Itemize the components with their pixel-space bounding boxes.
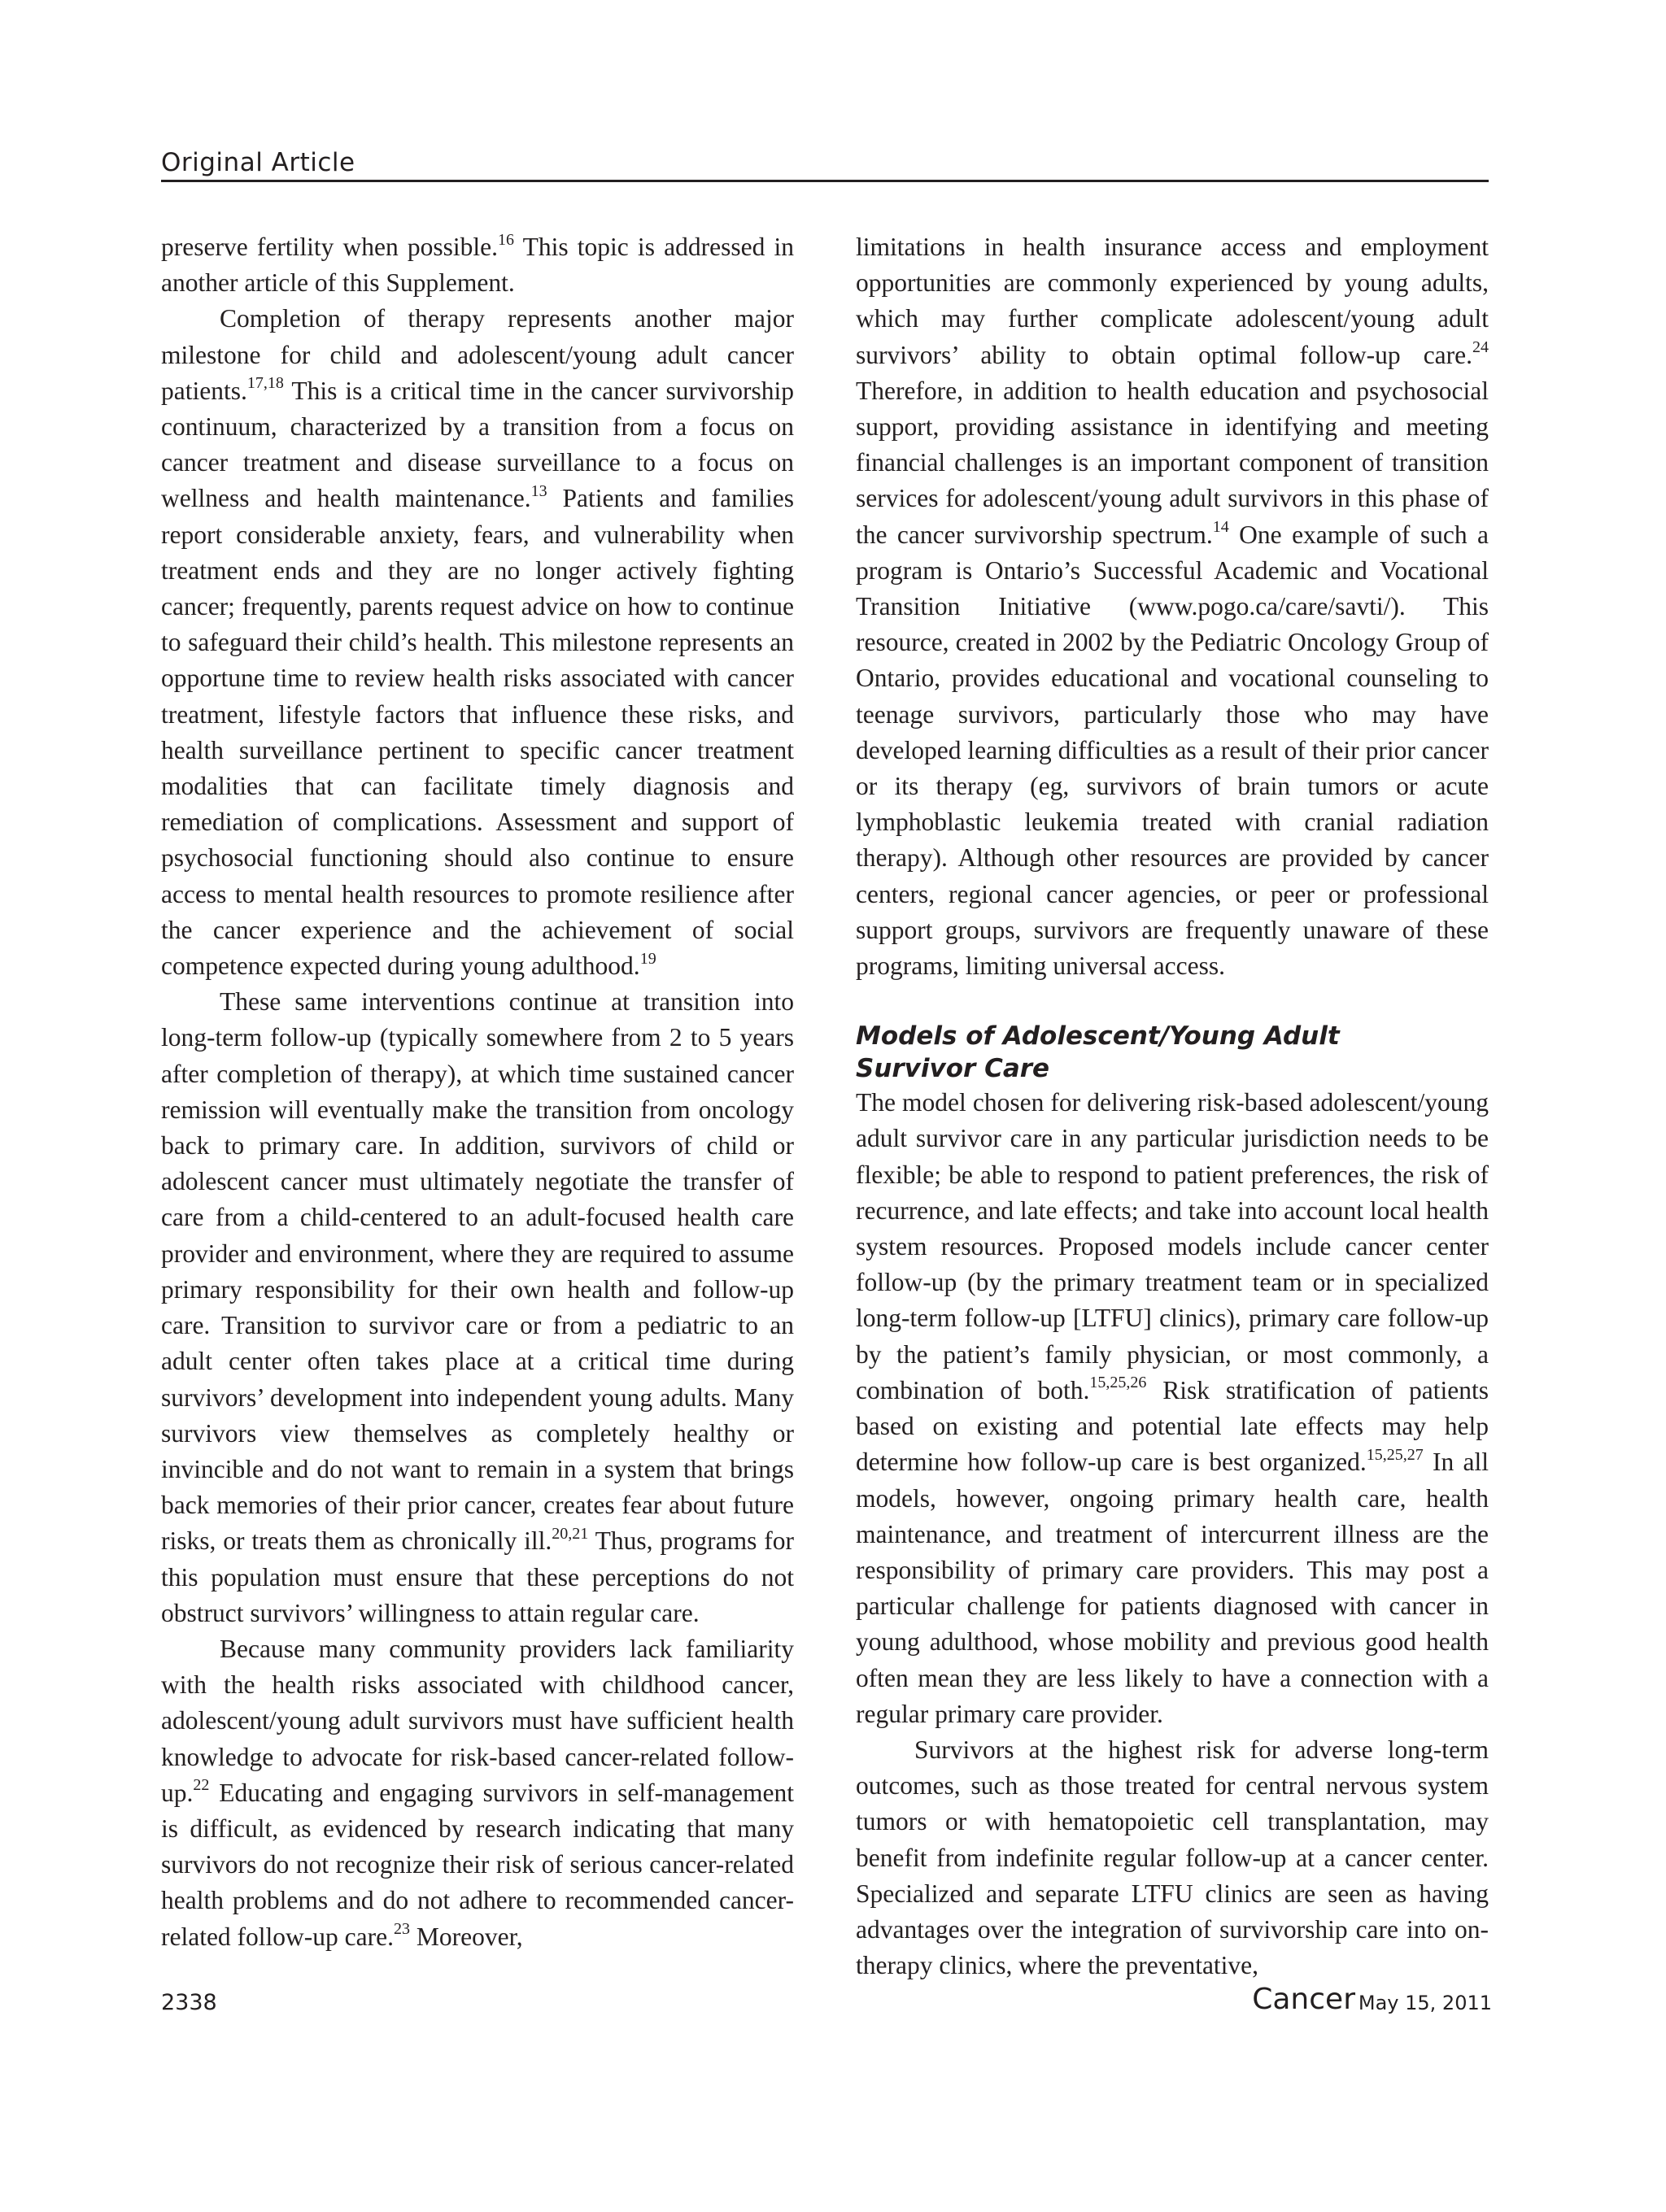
right-column (856, 229, 1489, 1983)
citation-ref[interactable]: 23 (393, 1920, 410, 1939)
issue-date: May 15, 2011 (1358, 1992, 1492, 2014)
paragraph: Because many community providers lack familiarity with the health risks associated with childhood cancer, adolescent/young adult survivors must have sufficient health knowledge to advocate for risk-based cancer-related follow-up.$^{22}$ Educating and engaging survivors in self-management is difficult, as evidenced by research indicating that many survivors do not recognize their risk of serious cancer-related health problems and do not adhere to recommended cancer-related follow-up care.$^{23}$ Moreover, (161, 1634, 794, 1951)
citation-ref[interactable]: 15,25,26 (1089, 1374, 1147, 1392)
paragraph: limitations in health insurance access and employment opportunities are commonly experienced by young adults, which may further complicate adolescent/young adult survivors’ ability to obtain optimal follow-up care.$^{24}$ Therefore, in addition to health education and psychosocial support, providing assistance in identifying and meeting financial challenges is an important component of transition services for adolescent/young adult survivors in this phase of the cancer survivorship spectrum.$^{14}$ One example of such a program is Ontario’s Successful Academic and Vocational Transition Initiative (www.pogo.ca/care/savti/). This resource, created in 2002 by the Pediatric Oncology Group of Ontario, provides educational and vocational counseling to teenage survivors, particularly those who may have developed learning difficulties as a result of their prior cancer or its therapy (eg, survivors of brain tumors or acute lymphoblastic leukemia treated with cranial radiation therapy). Although other resources are provided by cancer centers, regional cancer agencies, or peer or professional support groups, survivors are frequently unaware of these programs, limiting universal access. (856, 233, 1489, 981)
citation-ref[interactable]: 17,18 (246, 374, 284, 393)
left-column (161, 229, 794, 1955)
citation-ref[interactable]: 13 (530, 481, 547, 500)
page-number: 2338 (161, 1990, 217, 2015)
paragraph: Completion of therapy represents another major milestone for child and adolescent/young adult cancer patients.$^{17,18}$ This is a critical time in the cancer survivorship continuum, characterized by a transition from a focus on cancer treatment and disease surveillance to a focus on wellness and health maintenance.$^{13}$ Patients and families report considerable anxiety, fears, and vulnerability when treatment ends and they are no longer actively fighting cancer; frequently, parents request advice on how to continue to safeguard their child’s health. This milestone represents an opportune time to review health risks associated with cancer treatment, lifestyle factors that influence these risks, and health surveillance pertinent to specific cancer treatment modalities that can facilitate timely diagnosis and remediation of complications. Assessment and support of psychosocial functioning should also continue to ensure access to mental health resources to promote resilience after the cancer experience and the achievement of social competence expected during young adulthood.$^{19}$ (161, 304, 794, 981)
citation-ref[interactable]: 14 (1212, 518, 1229, 537)
section-heading: Models of Adolescent/Young Adult Survivor Care (856, 1021, 1340, 1084)
citation-ref[interactable]: 19 (639, 949, 656, 968)
citation-ref[interactable]: 16 (498, 230, 515, 249)
paragraph: These same interventions continue at transition into long-term follow-up (typically somewhere from 2 to 5 years after completion of therapy), at which time sustained cancer remission will eventually make the transition from oncology back to primary care. In addition, survivors of child or adolescent cancer must ultimately negotiate the transfer of care from a child-centered to an adult-focused health care provider and environment, where they are required to assume primary responsibility for their own health and follow-up care. Transition to survivor care or from a pediatric to an adult center often takes place at a critical time during survivors’ development into independent young adults. Many survivors view themselves as completely healthy or invincible and do not want to remain in a system that brings back memories of their prior cancer, creates fear about future risks, or treats them as chronically ill.$^{20,21}$ Thus, programs for this population must ensure that these perceptions do not obstruct survivors’ willingness to attain regular care. (161, 987, 794, 1627)
citation-ref[interactable]: 20,21 (552, 1524, 589, 1543)
header-rule (161, 180, 1489, 182)
paragraph: The model chosen for delivering risk-based adolescent/young adult survivor care in any particular jurisdiction needs to be flexible; be able to respond to patient preferences, the risk of recurrence, and late effects; and take into account local health system resources. Proposed models include cancer center follow-up (by the primary treatment team or in specialized long-term follow-up [LTFU] clinics), primary care follow-up by the patient’s family physician, or most commonly, a combination of both.$^{15,25,26}$ Risk stratification of patients based on existing and potential late effects may help determine how follow-up care is best organized.$^{15,25,27}$ In all models, however, ongoing primary health care, health maintenance, and treatment of intercurrent illness are the responsibility of primary care providers. This may post a particular challenge for patients diagnosed with cancer in young adulthood, whose mobility and previous good health often mean they are less likely to have a connection with a regular primary care provider. (856, 1088, 1489, 1728)
paragraph: Survivors at the highest risk for adverse long-term outcomes, such as those treated for central nervous system tumors or with hematopoietic cell transplantation, may benefit from indefinite regular follow-up at a cancer center. Specialized and separate LTFU clinics are seen as having advantages over the integration of survivorship care into on-therapy clinics, where the preventative, (856, 1735, 1489, 1980)
citation-ref[interactable]: 15,25,27 (1366, 1445, 1424, 1464)
journal-name: Cancer (1252, 1983, 1355, 2016)
section-label: Original Article (161, 148, 355, 177)
citation-ref[interactable]: 22 (193, 1776, 210, 1795)
citation-ref[interactable]: 24 (1472, 338, 1489, 357)
paragraph: preserve fertility when possible.$^{16}$ This topic is addressed in another article of this Supplement. (161, 230, 794, 298)
